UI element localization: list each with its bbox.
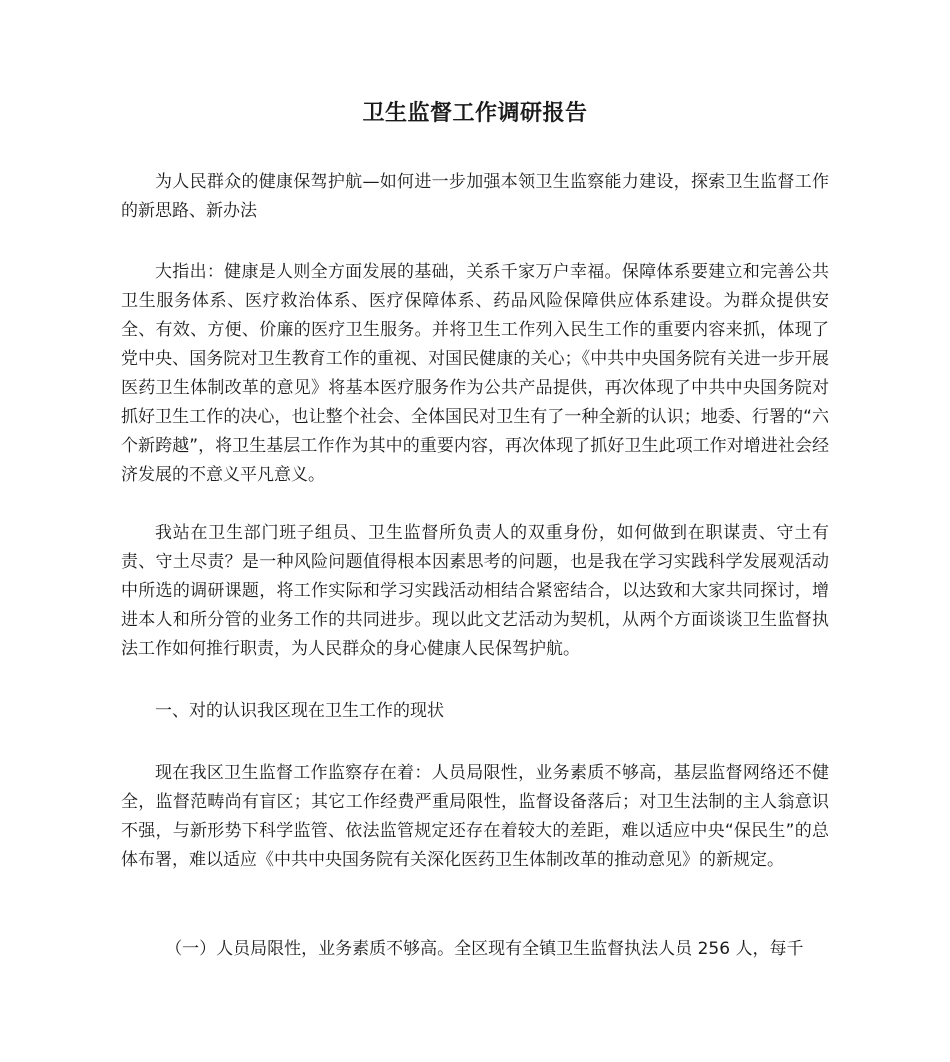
document-title: 卫生监督工作调研报告 [362, 101, 588, 126]
section-heading: 一、对的认识我区现在卫生工作的现状 [155, 701, 444, 721]
background-paragraph: 大指出：健康是人则全方面发展的基础，关系千家万户幸福。保障体系要建立和完善公共卫生服务体系、医疗救治体系、医疗保障体系、药品风险保障供应体系建设。为群众提供安全、有效、方便、价廉的医疗卫生服务。并将卫生工作列入民生工作的重要内容来抓，体现了党中央、国务院对卫生教育工作的重视、对国民健康的关心；《中共中央国务院有关进一步开展医药卫生体制改革的意见》将基本医疗服务作为公共产品提供，再次体现了中共中央国务院对抓好卫生工作的决心，也让整个社会、全体国民对卫生有了一种全新的认识；地委、行署的“六个新跨越”，将卫生基层工作作为其中的重要内容，再次体现了抓好卫生此项工作对增进社会经济发展的不意义平凡意义。 [121, 262, 829, 485]
purpose-paragraph: 我站在卫生部门班子组员、卫生监督所负责人的双重身份，如何做到在职谋责、守土有责、守土尽责？是一种风险问题值得根本因素思考的问题，也是我在学习实践科学发展观活动中所选的调研课题，将工作实际和学习实践活动相结合紧密结合，以达致和大家共同探讨，增进本人和所分管的业务工作的共同进步。现以此文艺活动为契机，从两个方面谈谈卫生监督执法工作如何推行职责，为人民群众的身心健康人民保驾护航。 [121, 523, 829, 659]
status-paragraph: 现在我区卫生监督工作监察存在着：人员局限性，业务素质不够高，基层监督网络还不健全，监督范畴尚有盲区；其它工作经费严重局限性，监督设备落后；对卫生法制的主人翁意识不强，与新形势下科学监管、依法监管规定还存在着较大的差距，难以适应中央“保民生”的总体布署，难以适应《中共中央国务院有关深化医药卫生体制改革的推动意见》的新规定。 [121, 763, 829, 870]
intro-paragraph: 为人民群众的健康保驾护航—如何进一步加强本领卫生监察能力建设，探索卫生监督工作的新思路、新办法 [121, 172, 829, 221]
subsection-paragraph: （一）人员局限性，业务素质不够高。全区现有全镇卫生监督执法人员 256 人，每千 [165, 939, 804, 959]
